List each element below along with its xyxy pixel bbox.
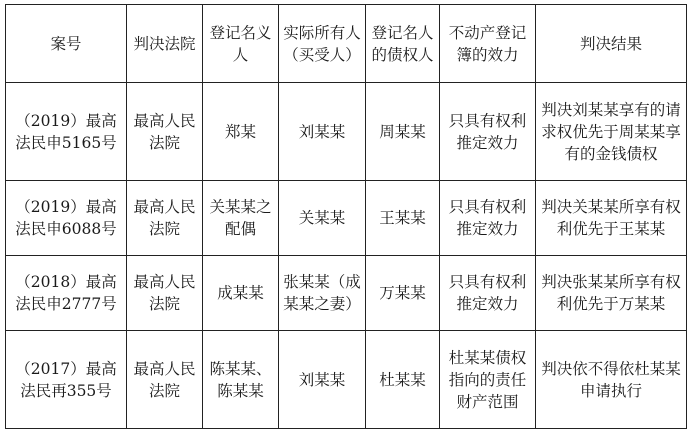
header-row — [6, 5, 687, 83]
cell-case-no: （2019）最高法民申5165号 — [6, 83, 127, 181]
cell-case-no: （2017）最高法民再355号 — [6, 331, 127, 429]
cell-register-effect: 只具有权利推定效力 — [440, 256, 536, 331]
cell-judgment: 判决刘某某享有的请求权优先于周某某享有的金钱债权 — [536, 83, 687, 181]
cell-court: 最高人民法院 — [127, 331, 203, 429]
cell-actual-owner: 刘某某 — [279, 331, 366, 429]
cell-judgment: 判决依不得依杜某某申请执行 — [536, 331, 687, 429]
cell-registered-holder: 陈某某、陈某某 — [203, 331, 279, 429]
cell-registered-holder: 郑某 — [203, 83, 279, 181]
cell-case-no: （2019）最高法民申6088号 — [6, 181, 127, 256]
cell-register-effect: 只具有权利推定效力 — [440, 181, 536, 256]
table-row — [6, 256, 687, 331]
header-creditor: 登记名人的债权人 — [366, 5, 440, 83]
cell-court: 最高人民法院 — [127, 83, 203, 181]
cell-actual-owner: 刘某某 — [279, 83, 366, 181]
table-row — [6, 181, 687, 256]
cell-registered-holder: 成某某 — [203, 256, 279, 331]
cell-registered-holder: 关某某之配偶 — [203, 181, 279, 256]
cell-register-effect: 杜某某债权指向的责任财产范围 — [440, 331, 536, 429]
cell-court: 最高人民法院 — [127, 256, 203, 331]
header-registered-holder: 登记名义人 — [203, 5, 279, 83]
table-header — [6, 5, 687, 83]
cell-actual-owner: 张某某（成某某之妻） — [279, 256, 366, 331]
cell-creditor: 周某某 — [366, 83, 440, 181]
table-row — [6, 83, 687, 181]
header-case-no: 案号 — [6, 5, 127, 83]
table-row — [6, 331, 687, 429]
cell-judgment: 判决张某某所享有权利优先于万某某 — [536, 256, 687, 331]
cell-judgment: 判决关某某所享有权利优先于王某某 — [536, 181, 687, 256]
table-body — [6, 83, 687, 429]
cell-creditor: 王某某 — [366, 181, 440, 256]
header-judgment: 判决结果 — [536, 5, 687, 83]
case-comparison-table — [5, 4, 687, 429]
cell-actual-owner: 关某某 — [279, 181, 366, 256]
cell-court: 最高人民法院 — [127, 181, 203, 256]
header-court: 判决法院 — [127, 5, 203, 83]
cell-case-no: （2018）最高法民申2777号 — [6, 256, 127, 331]
header-actual-owner: 实际所有人（买受人） — [279, 5, 366, 83]
cell-creditor: 杜某某 — [366, 331, 440, 429]
header-register-effect: 不动产登记簿的效力 — [440, 5, 536, 83]
cell-creditor: 万某某 — [366, 256, 440, 331]
cell-register-effect: 只具有权利推定效力 — [440, 83, 536, 181]
